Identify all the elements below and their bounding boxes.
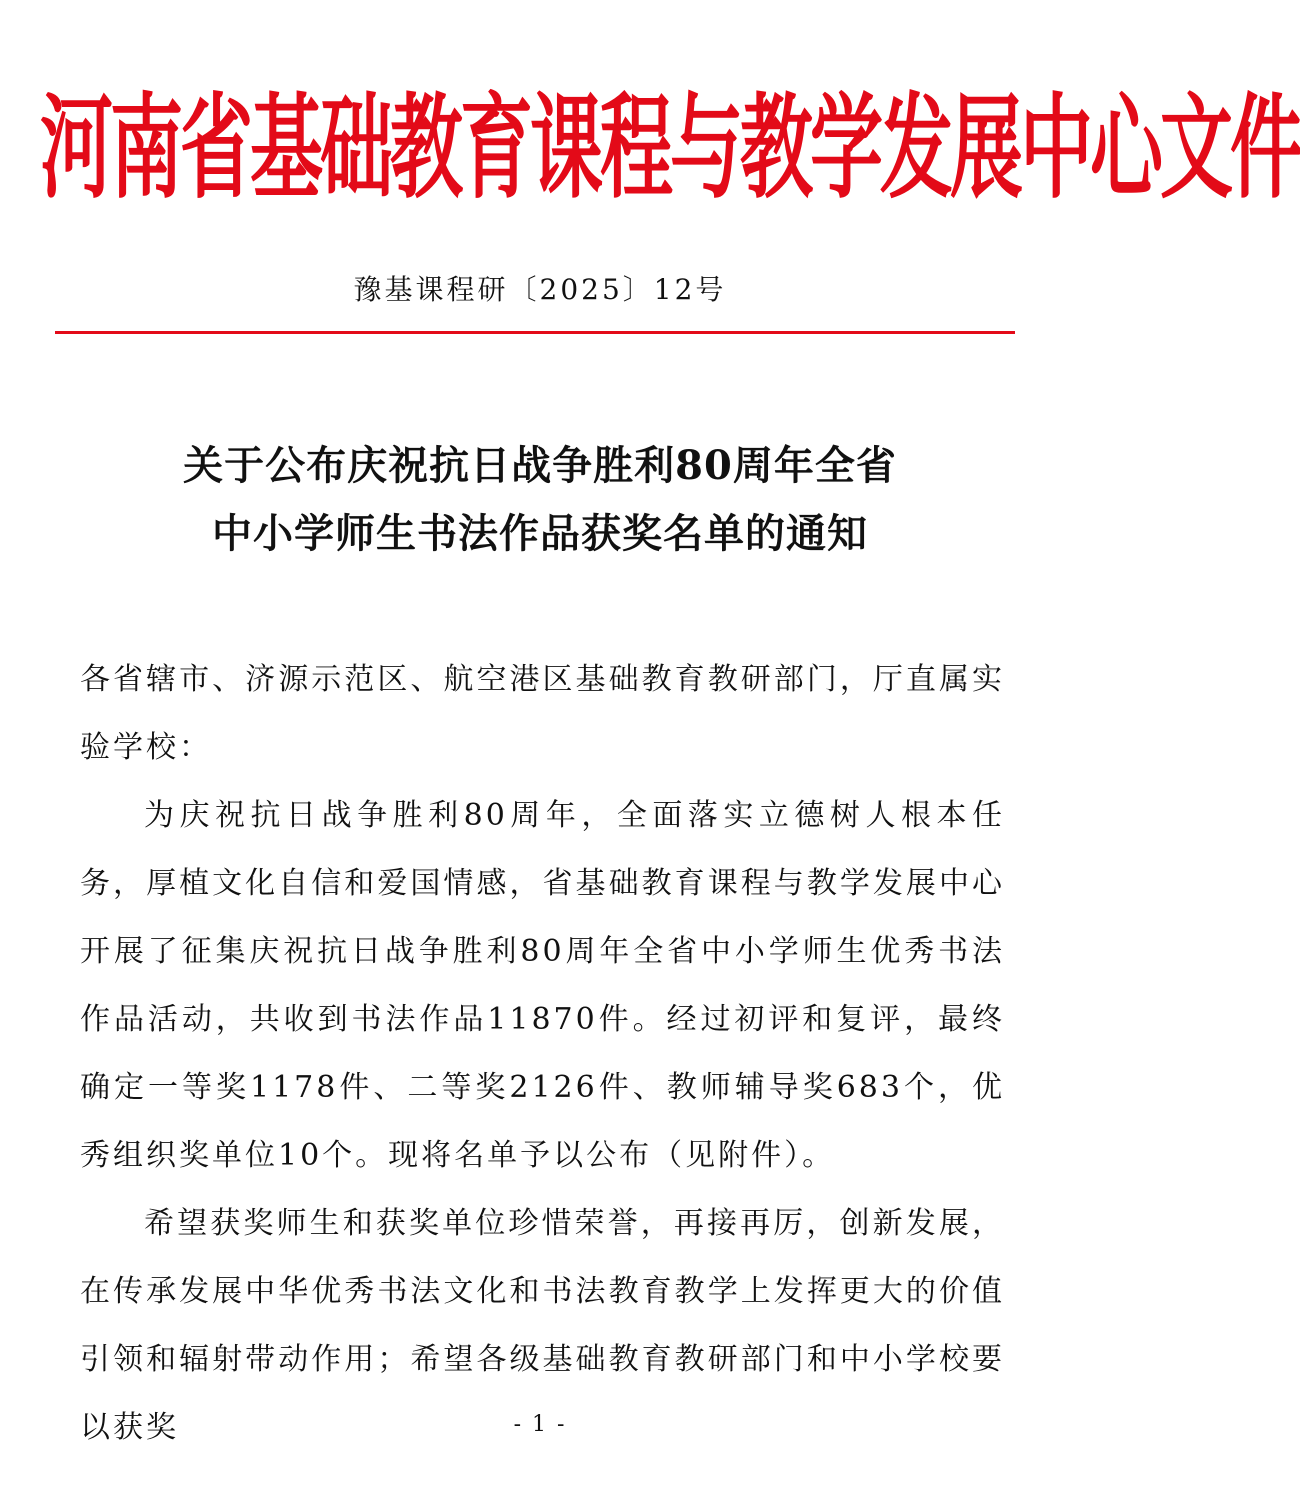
red-divider-line bbox=[55, 331, 1015, 334]
notice-body bbox=[80, 646, 1005, 1462]
issuing-authority-header: 河南省基础教育课程与教学发展中心文件 bbox=[40, 81, 1300, 215]
body-paragraph-1: 为庆祝抗日战争胜利80周年，全面落实立德树人根本任务，厚植文化自信和爱国情感，省基础教育课程与教学发展中心开展了征集庆祝抗日战争胜利80周年全省中小学师生优秀书法作品活动，共收到书法作品11870件。经过初评和复评，最终确定一等奖1178件、二等奖2126件、教师辅导奖683个，优秀组织奖单位10个。现将名单予以公布（见附件）。 bbox=[80, 798, 1005, 1173]
page-number: - 1 - bbox=[513, 1412, 567, 1437]
notice-title bbox=[60, 432, 1020, 568]
body-paragraph-2: 希望获奖师生和获奖单位珍惜荣誉，再接再厉，创新发展，在传承发展中华优秀书法文化和书法教育教学上发挥更大的价值引领和辐射带动作用；希望各级基础教育教研部门和中小学校要以获奖 bbox=[80, 1206, 1005, 1445]
notice-title-line-1: 关于公布庆祝抗日战争胜利80周年全省 bbox=[183, 442, 897, 489]
addressee: 各省辖市、济源示范区、航空港区基础教育教研部门，厅直属实验学校： bbox=[80, 662, 1005, 765]
notice-title-line-2: 中小学师生书法作品获奖名单的通知 bbox=[212, 510, 868, 557]
document-number: 豫基课程研〔2025〕12号 bbox=[353, 273, 727, 306]
